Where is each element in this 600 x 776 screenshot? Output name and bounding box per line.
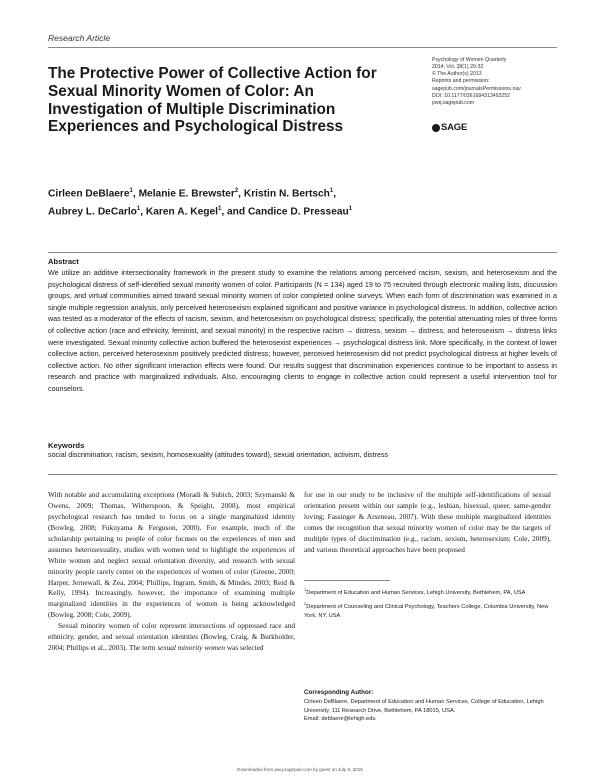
body-paragraph: With notable and accumulating exceptions (Moradi & Subich, 2003; Szymanski & Owens, 2009; Thomas, Witherspoon, & Speight, 2008), most empirical psychological research has tended to focus on a single marginalized identity (Bowleg, 2008; Fukuyama & Ferguson, 2000). For example, much of the scholarship pertaining to people of color focuses on the experiences of men and assumes heterosexuality, studies with women tend to highlight the experiences of White women and neglect sexual orientation diversity, and research with sexual minority people rarely center on the experiences of women of color (Greene, 2000; Harper, Jernewall, & Zea, 2004; Phillips, Ingram, Smith, & Mindes, 2003; Reid & Kelly, 1994). Increasingly, however, the importance of examining multiple marginalized identities in the experiences of women is being acknowledged (Bowleg, 2008; Cole, 2009). [48, 490, 295, 620]
body-text: Sexual minority women of color represent intersections of oppressed race and ethnicity, gender, and sexual orientation identities (Bowleg, Craig, & Burkholder, 2004; Phillips et al., 2003). The term [48, 621, 295, 653]
sage-logo [432, 122, 467, 133]
affiliations [304, 586, 561, 624]
author-separator: , [132, 188, 139, 200]
journal-meta [432, 57, 562, 107]
abstract-text: We utilize an additive intersectionality framework in the present study to examine the relations among perceived racism, sexism, and heterosexism and the psychological distress of self-identified sexual minority women of color. Participants (N = 134) aged 19 to 75 recruited through electronic mailing lists, discussion groups, and virtual communities aimed toward sexual minority women of color completed online surveys. When each form of discrimination was examined in a single multiple regression analysis, only perceived heterosexism explained significant and positive variance in psychological distress. In addition, collective action was tested as a moderator of the effects of racism, sexism, and heterosexism on psychological distress; specifically, the potential attenuating roles of three forms of collective action (race and ethnicity, feminist, and sexual minority) in the respective racism → distress, sexism → distress, and heterosexism → distress links were investigated. Sexual minority collective action buffered the heterosexist experiences → psychological distress link. More specifically, in the context of lower collective action, perceived heterosexism positively predicted distress; however, perceived heterosexism did not predict psychological distress at higher levels of collective action. No other significant interaction effects were found. Our results suggest that discrimination experiences continue to be important to assess in research and practice with marginalized individuals. Also, encouraging clients to engage in collective action could represent a useful intervention tool for counselors. [48, 269, 557, 393]
corresponding-author [304, 698, 561, 724]
copyright-notice: © The Author(s) 2013 [432, 71, 482, 78]
affiliation-marker: 2 [304, 601, 307, 607]
publisher-name: SAGE [441, 122, 468, 133]
download-footer: Downloaded from pwq.sagepub.com by guest on July 6, 2015 [237, 767, 363, 772]
abstract-heading: Abstract [48, 257, 79, 266]
author-separator: , [333, 188, 337, 200]
author-list [48, 184, 468, 220]
doi[interactable]: DOI: 10.1177/0361684313493252 [432, 92, 511, 99]
keywords-rule [48, 474, 557, 475]
author-name: Melanie E. Brewster [138, 188, 235, 200]
author-separator: , [238, 188, 244, 200]
author-affiliation-marker: 1 [129, 188, 133, 194]
corresponding-email[interactable]: Email: deblaere@lehigh.edu [304, 716, 376, 723]
affiliation [304, 600, 561, 620]
reprints-link[interactable]: sagepub.com/journalsPermissions.nav [432, 85, 521, 92]
header-rule [48, 47, 557, 48]
journal-volume: 2014, Vol. 38(1) 20-32 [432, 64, 484, 71]
body-column-right [304, 490, 551, 556]
journal-name: Psychology of Women Quarterly [432, 57, 507, 63]
author-affiliation-marker: 2 [234, 188, 239, 194]
body-emphasis: sexual minority women [157, 643, 226, 653]
author-affiliation-marker: 1 [348, 205, 353, 212]
body-column-left [48, 490, 295, 654]
body-text: was selected [225, 643, 264, 653]
author-affiliation-marker: 1 [329, 188, 334, 194]
abstract-rule [48, 252, 557, 253]
affiliation-marker: 1 [304, 587, 307, 592]
author-name: Karen A. Kegel [145, 206, 218, 218]
keywords-text: social discrimination, racism, sexism, homosexuality (attitudes toward), sexual orientation, activism, distress [48, 451, 389, 459]
author-line-2 [48, 202, 468, 220]
author-name: Cirleen DeBlaere [48, 188, 130, 200]
author-name: Candice D. Presseau [247, 206, 349, 218]
article-type-label: Research Article [48, 33, 111, 43]
affiliation-text: Department of Education and Human Services, Lehigh University, Bethlehem, PA, USA [306, 589, 526, 596]
article-title: The Protective Power of Collective Action for Sexual Minority Women of Color: An Investigation of Multiple Discrimination Experiences and Psychological Distress [48, 65, 377, 136]
author-name: Kristin N. Bertsch [243, 188, 330, 200]
body-paragraph [48, 621, 295, 654]
journal-url[interactable]: pwq.sagepub.com [432, 99, 475, 106]
affiliation [304, 586, 561, 597]
author-name: Aubrey L. DeCarlo [48, 206, 137, 218]
corresponding-author-heading: Corresponding Author: [304, 689, 374, 696]
author-line-1 [48, 184, 468, 202]
author-separator: , [140, 206, 146, 218]
author-affiliation-marker: 1 [136, 205, 141, 212]
keywords-heading: Keywords [48, 441, 85, 450]
body-paragraph: for use in our study to be inclusive of the multiple self-identifications of sexual orientation present within our sample (e.g., lesbian, bisexual, queer, same-gender loving; Fassinger & Arseneau, 2007). With these multiple marginalized identities comes the recognition that sexual minority women of color may be the targets of multiple types of discrimination (e.g., racism, sexism, heterosexism; Cole, 2009), and various theoretical approaches have been proposed [304, 490, 551, 554]
footnote-rule [304, 580, 390, 581]
affiliation-text: Department of Counseling and Clinical Psychology, Teachers College, Columbia University, New York, NY, USA [304, 604, 549, 619]
author-affiliation-marker: 1 [218, 205, 222, 212]
author-separator: , and [221, 206, 248, 218]
sage-logo-icon [432, 124, 440, 132]
reprints-label: Reprints and permission: [432, 78, 490, 85]
corresponding-address: Cirleen DeBlaere, Department of Education and Human Services, College of Education, Lehigh University, 111 Research Drive, Bethlehem, PA 18015, USA. [304, 699, 544, 714]
